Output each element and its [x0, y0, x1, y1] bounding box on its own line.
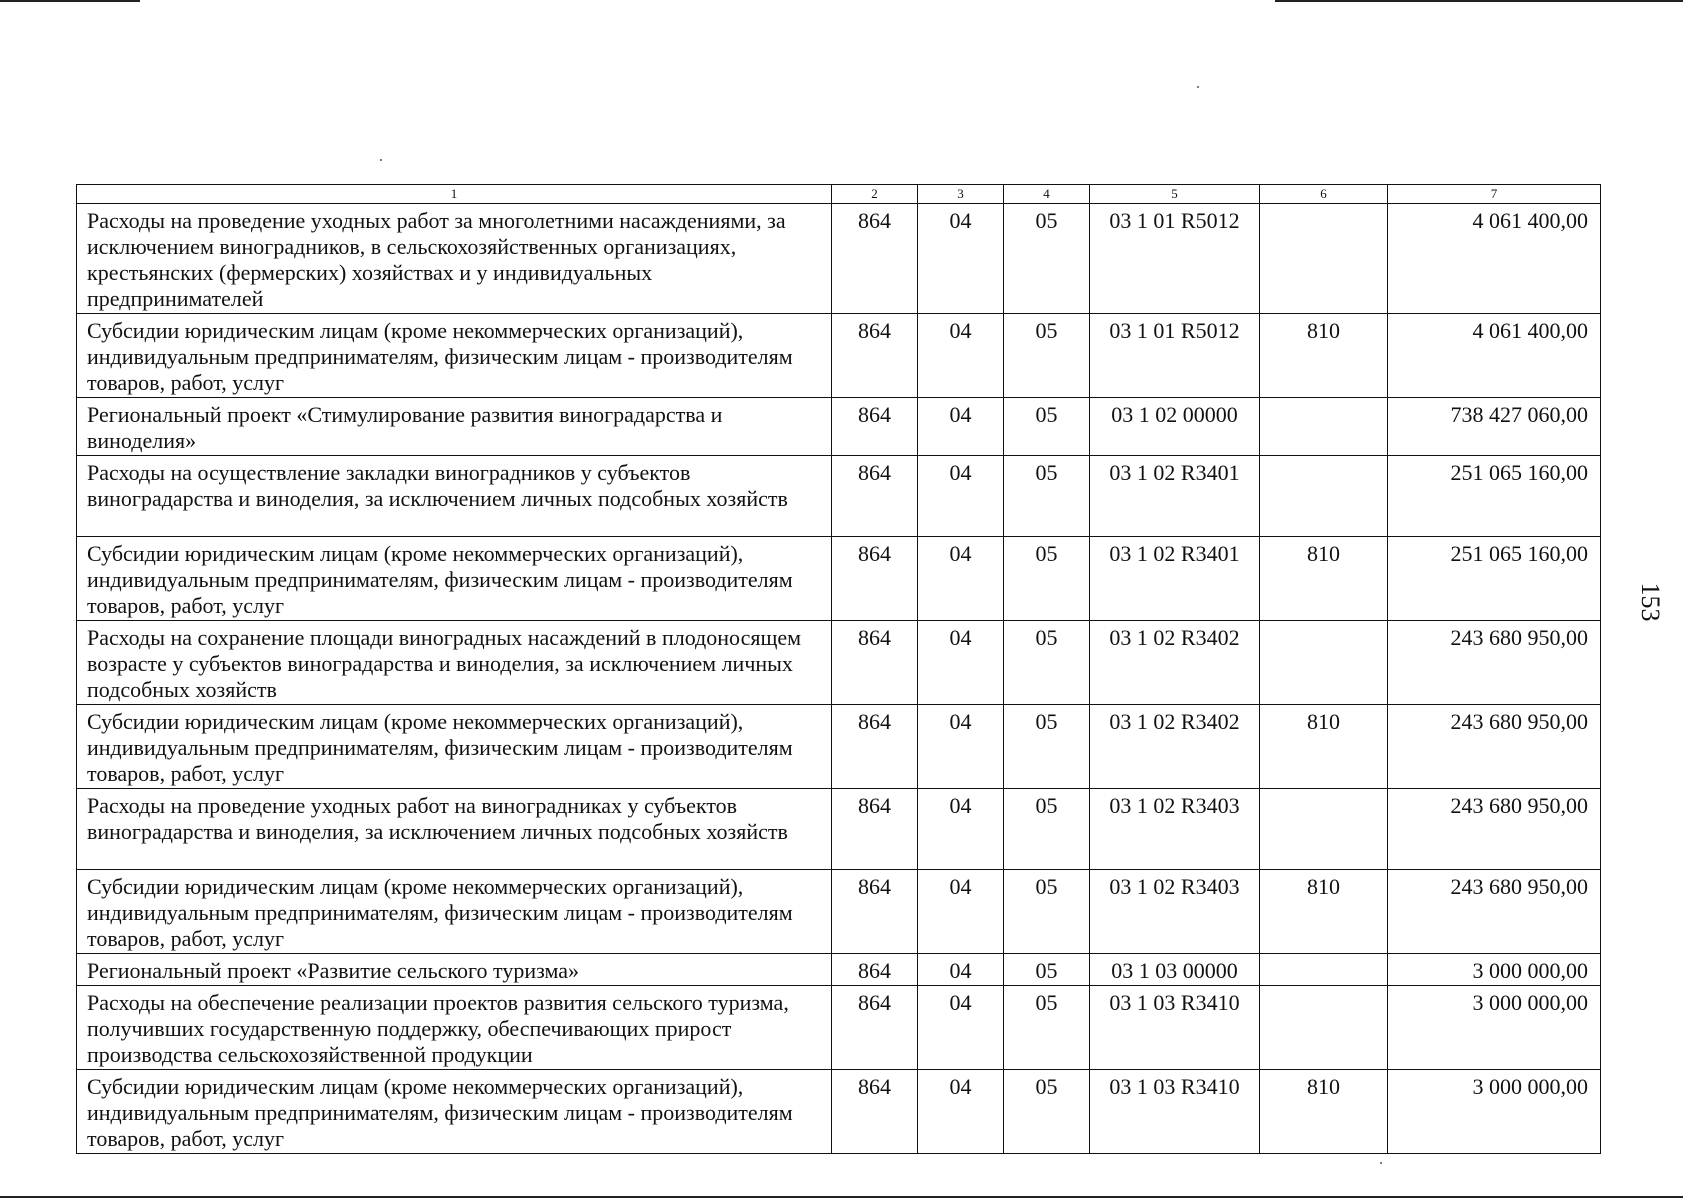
- table-row: [77, 204, 1601, 314]
- section-code: 04: [918, 204, 1004, 314]
- expense-type-code: [1260, 986, 1388, 1070]
- target-article-code: 03 1 02 R3403: [1090, 789, 1260, 870]
- section-code: 04: [918, 456, 1004, 537]
- subsection-code: 05: [1004, 870, 1090, 954]
- target-article-code: 03 1 03 R3410: [1090, 1070, 1260, 1154]
- department-code: 864: [832, 398, 918, 456]
- section-code: 04: [918, 537, 1004, 621]
- expense-type-code: 810: [1260, 1070, 1388, 1154]
- target-article-code: 03 1 02 R3403: [1090, 870, 1260, 954]
- expense-type-code: [1260, 954, 1388, 986]
- target-article-code: 03 1 02 R3402: [1090, 621, 1260, 705]
- column-number-header-row: [77, 185, 1601, 204]
- expense-type-code: [1260, 789, 1388, 870]
- table-row: [77, 398, 1601, 456]
- target-article-code: 03 1 03 R3410: [1090, 986, 1260, 1070]
- subsection-code: 05: [1004, 537, 1090, 621]
- column-number-header: 1: [77, 185, 832, 204]
- section-code: 04: [918, 870, 1004, 954]
- expense-type-code: [1260, 456, 1388, 537]
- scan-edge-bottom: [0, 1196, 1683, 1198]
- department-code: 864: [832, 1070, 918, 1154]
- table-row: [77, 314, 1601, 398]
- amount: 243 680 950,00: [1388, 870, 1601, 954]
- department-code: 864: [832, 986, 918, 1070]
- amount: 251 065 160,00: [1388, 537, 1601, 621]
- table-row: [77, 789, 1601, 870]
- subsection-code: 05: [1004, 398, 1090, 456]
- subsection-code: 05: [1004, 456, 1090, 537]
- section-code: 04: [918, 986, 1004, 1070]
- amount: 243 680 950,00: [1388, 789, 1601, 870]
- column-number-header: 3: [918, 185, 1004, 204]
- department-code: 864: [832, 456, 918, 537]
- column-number-header: 6: [1260, 185, 1388, 204]
- expense-description: Расходы на осуществление закладки виноградников у субъектов виноградарства и виноделия, за исключением личных подсобных хозяйств: [77, 456, 832, 537]
- table-row: [77, 986, 1601, 1070]
- section-code: 04: [918, 954, 1004, 986]
- section-code: 04: [918, 398, 1004, 456]
- expense-description: Субсидии юридическим лицам (кроме некоммерческих организаций), индивидуальным предпринимателям, физическим лицам - производителям товаров, работ, услуг: [77, 705, 832, 789]
- expense-description: Расходы на проведение уходных работ на виноградниках у субъектов виноградарства и виноделия, за исключением личных подсобных хозяйств: [77, 789, 832, 870]
- expense-type-code: 810: [1260, 870, 1388, 954]
- subsection-code: 05: [1004, 314, 1090, 398]
- budget-table: [76, 184, 1601, 1154]
- expense-type-code: [1260, 204, 1388, 314]
- amount: 243 680 950,00: [1388, 705, 1601, 789]
- scan-speck: [1197, 86, 1199, 88]
- table-row: [77, 1070, 1601, 1154]
- target-article-code: 03 1 02 R3401: [1090, 456, 1260, 537]
- table-row: [77, 705, 1601, 789]
- amount: 243 680 950,00: [1388, 621, 1601, 705]
- section-code: 04: [918, 314, 1004, 398]
- department-code: 864: [832, 954, 918, 986]
- expense-type-code: [1260, 398, 1388, 456]
- expense-description: Региональный проект «Стимулирование развития виноградарства и виноделия»: [77, 398, 832, 456]
- department-code: 864: [832, 789, 918, 870]
- target-article-code: 03 1 02 R3402: [1090, 705, 1260, 789]
- expense-type-code: 810: [1260, 537, 1388, 621]
- subsection-code: 05: [1004, 789, 1090, 870]
- section-code: 04: [918, 1070, 1004, 1154]
- expense-description: Расходы на проведение уходных работ за многолетними насаждениями, за исключением виноградников, в сельскохозяйственных организациях, крестьянских (фермерских) хозяйствах и у индивидуальных предпринимателей: [77, 204, 832, 314]
- amount: 4 061 400,00: [1388, 314, 1601, 398]
- expense-description: Расходы на обеспечение реализации проектов развития сельского туризма, получивших государственную поддержку, обеспечивающих прирост производства сельскохозяйственной продукции: [77, 986, 832, 1070]
- amount: 3 000 000,00: [1388, 1070, 1601, 1154]
- amount: 3 000 000,00: [1388, 986, 1601, 1070]
- column-number-header: 5: [1090, 185, 1260, 204]
- amount: 3 000 000,00: [1388, 954, 1601, 986]
- column-number-header: 4: [1004, 185, 1090, 204]
- target-article-code: 03 1 02 R3401: [1090, 537, 1260, 621]
- section-code: 04: [918, 705, 1004, 789]
- department-code: 864: [832, 537, 918, 621]
- column-number-header: 7: [1388, 185, 1601, 204]
- target-article-code: 03 1 03 00000: [1090, 954, 1260, 986]
- department-code: 864: [832, 705, 918, 789]
- target-article-code: 03 1 02 00000: [1090, 398, 1260, 456]
- expense-description: Субсидии юридическим лицам (кроме некоммерческих организаций), индивидуальным предпринимателям, физическим лицам - производителям товаров, работ, услуг: [77, 1070, 832, 1154]
- scan-edge-top-left: [0, 0, 140, 2]
- section-code: 04: [918, 621, 1004, 705]
- expense-description: Субсидии юридическим лицам (кроме некоммерческих организаций), индивидуальным предпринимателям, физическим лицам - производителям товаров, работ, услуг: [77, 870, 832, 954]
- expense-description: Субсидии юридическим лицам (кроме некоммерческих организаций), индивидуальным предпринимателям, физическим лицам - производителям товаров, работ, услуг: [77, 314, 832, 398]
- scan-speck: [380, 159, 382, 161]
- page-number: 153: [1636, 582, 1665, 622]
- subsection-code: 05: [1004, 204, 1090, 314]
- subsection-code: 05: [1004, 1070, 1090, 1154]
- amount: 4 061 400,00: [1388, 204, 1601, 314]
- table-row: [77, 954, 1601, 986]
- section-code: 04: [918, 789, 1004, 870]
- subsection-code: 05: [1004, 986, 1090, 1070]
- table-row: [77, 870, 1601, 954]
- expense-description: Субсидии юридическим лицам (кроме некоммерческих организаций), индивидуальным предпринимателям, физическим лицам - производителям товаров, работ, услуг: [77, 537, 832, 621]
- target-article-code: 03 1 01 R5012: [1090, 314, 1260, 398]
- subsection-code: 05: [1004, 954, 1090, 986]
- expense-type-code: 810: [1260, 314, 1388, 398]
- department-code: 864: [832, 314, 918, 398]
- table-row: [77, 621, 1601, 705]
- column-number-header: 2: [832, 185, 918, 204]
- scan-edge-top-right: [1275, 0, 1683, 2]
- expense-type-code: 810: [1260, 705, 1388, 789]
- table-row: [77, 537, 1601, 621]
- department-code: 864: [832, 870, 918, 954]
- table-row: [77, 456, 1601, 537]
- expense-description: Региональный проект «Развитие сельского туризма»: [77, 954, 832, 986]
- scan-speck: [1380, 1162, 1382, 1164]
- subsection-code: 05: [1004, 705, 1090, 789]
- expense-description: Расходы на сохранение площади виноградных насаждений в плодоносящем возрасте у субъектов виноградарства и виноделия, за исключением личных подсобных хозяйств: [77, 621, 832, 705]
- amount: 251 065 160,00: [1388, 456, 1601, 537]
- department-code: 864: [832, 621, 918, 705]
- subsection-code: 05: [1004, 621, 1090, 705]
- department-code: 864: [832, 204, 918, 314]
- target-article-code: 03 1 01 R5012: [1090, 204, 1260, 314]
- amount: 738 427 060,00: [1388, 398, 1601, 456]
- expense-type-code: [1260, 621, 1388, 705]
